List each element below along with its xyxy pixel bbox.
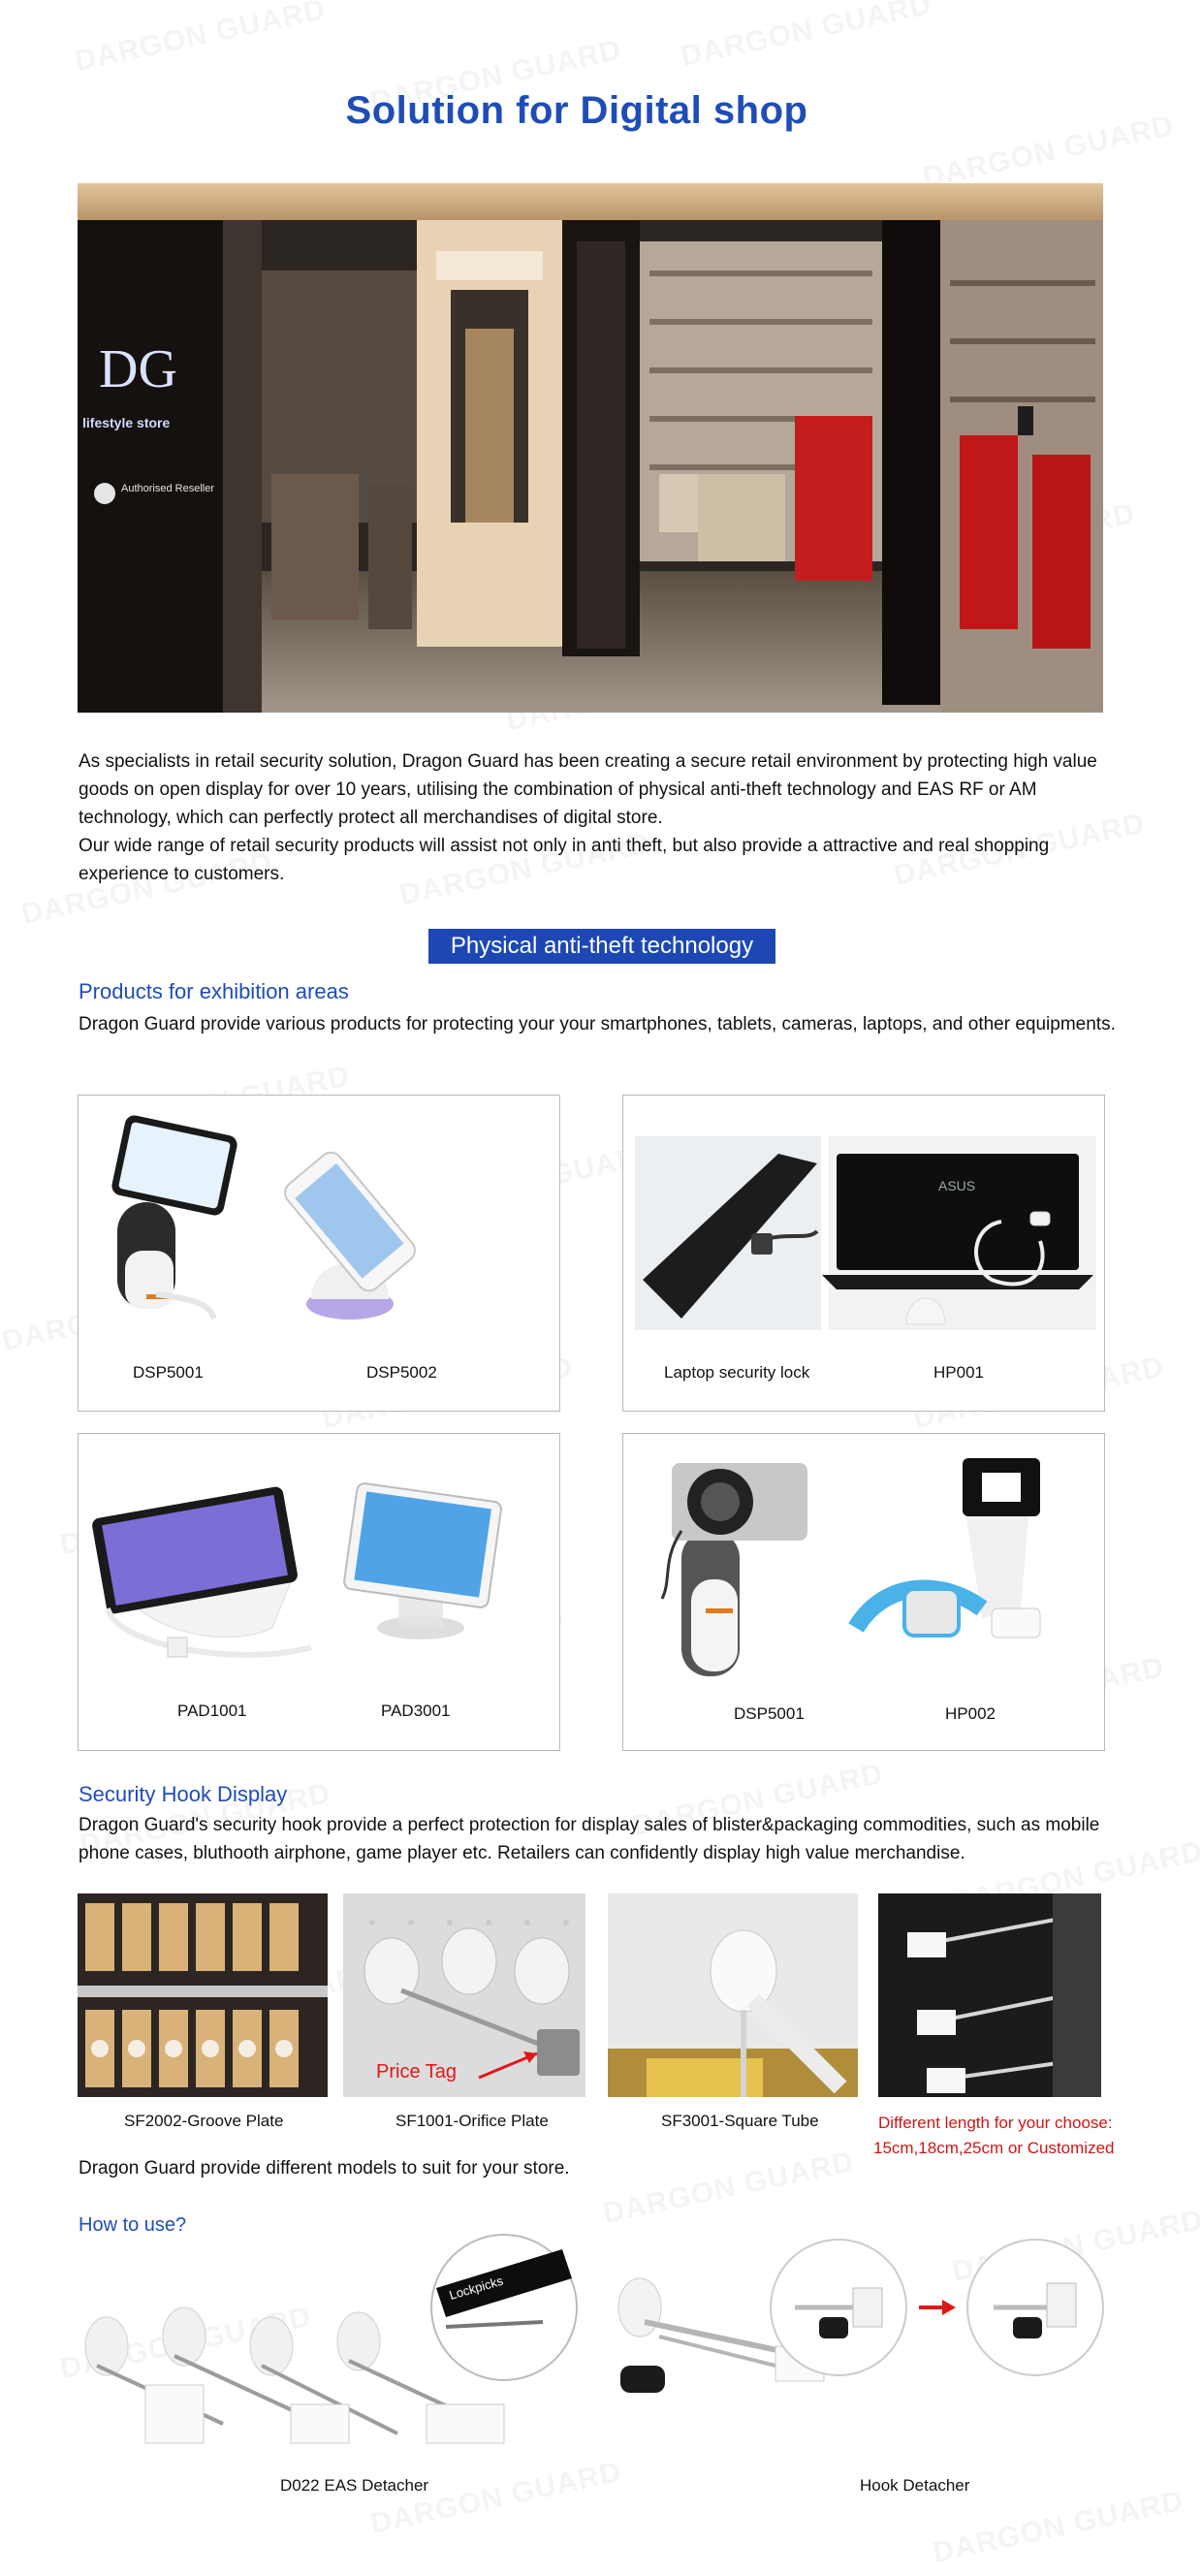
hook-detacher-illustration [611,2230,1115,2453]
caption-laptop-lock: Laptop security lock [664,1363,810,1382]
square-tube-photo [608,1893,858,2097]
store-logo: DG [99,339,177,399]
caption-sf2002: SF2002-Groove Plate [124,2112,284,2130]
section-banner: Physical anti-theft technology [428,929,775,964]
store-photo [78,183,1103,713]
caption-pad3001: PAD3001 [381,1701,451,1720]
models-note: Dragon Guard provide different models to suit for your store. [79,2158,570,2178]
caption-pad1001: PAD1001 [177,1701,247,1720]
orifice-plate-photo [343,1893,585,2097]
section-heading-howto: How to use? [79,2214,187,2236]
product-box-camera-watch [622,1433,1105,1751]
caption-hp001: HP001 [933,1363,984,1382]
eas-detacher-illustration [78,2230,582,2453]
watermark [930,2485,1186,2570]
caption-d022: D022 EAS Detacher [280,2476,429,2495]
store-tagline: lifestyle store [82,415,171,430]
reseller-text: Authorised Reseller [121,483,214,494]
hook-description: Dragon Guard's security hook provide a perfect protection for display sales of blister&packaging commodities, such as mobile phone cases, bluthooth airphone, game player etc. Retailers can confidently display high value merchandise. [79,1815,1100,1863]
watermark [367,2456,624,2541]
product-box-laptops [622,1095,1105,1412]
intro-paragraph-1: As specialists in retail security solution, Dragon Guard has been creating a secure retail environment by protecting high value goods on open display for over 10 years, utilising the combination of physical anti-theft technology and EAS RF or AM technology, which can perfectly protect all merchandises of digital store. [79,751,1097,828]
caption-dsp5001: DSP5001 [133,1363,204,1382]
watermark [72,0,329,79]
store-illustration [78,183,1103,713]
caption-sf3001: SF3001-Square Tube [661,2112,819,2130]
intro-paragraph-2: Our wide range of retail security products will assist not only in anti theft, but also provide a attractive and real shopping experience to customers. [79,836,1050,884]
length-note-2: 15cm,18cm,25cm or Customized [873,2139,1115,2157]
caption-hook-detacher: Hook Detacher [860,2476,970,2495]
camera-watch-illustration [623,1434,1104,1686]
caption-hp002: HP002 [945,1704,996,1723]
price-tag-label: Price Tag [376,2061,458,2083]
length-note-1: Different length for your choose: [878,2114,1113,2132]
product-box-tablets [78,1433,560,1751]
product-box-phones [78,1095,560,1412]
laptop-lock-illustration [623,1096,1104,1348]
hook-length-photo [878,1893,1101,2097]
exhibition-description: Dragon Guard provide various products for protecting your your smartphones, tablets, cameras, laptops, and other equipments. [79,1014,1116,1034]
laptop-brand: ASUS [938,1178,976,1193]
watermark [678,0,934,74]
section-heading-exhibition: Products for exhibition areas [79,979,349,1003]
page-title: Solution for Digital shop [345,89,808,132]
phone-holder-illustration [79,1096,559,1348]
lockpicks-label: Lockpicks [447,2273,505,2303]
caption-dsp5002: DSP5002 [366,1363,437,1382]
caption-dsp5001-camera: DSP5001 [734,1704,805,1723]
tablet-holder-illustration [79,1434,559,1686]
caption-sf1001: SF1001-Orifice Plate [395,2112,549,2130]
apple-icon [94,483,115,504]
groove-plate-photo [78,1893,328,2097]
section-heading-hook: Security Hook Display [79,1782,288,1806]
